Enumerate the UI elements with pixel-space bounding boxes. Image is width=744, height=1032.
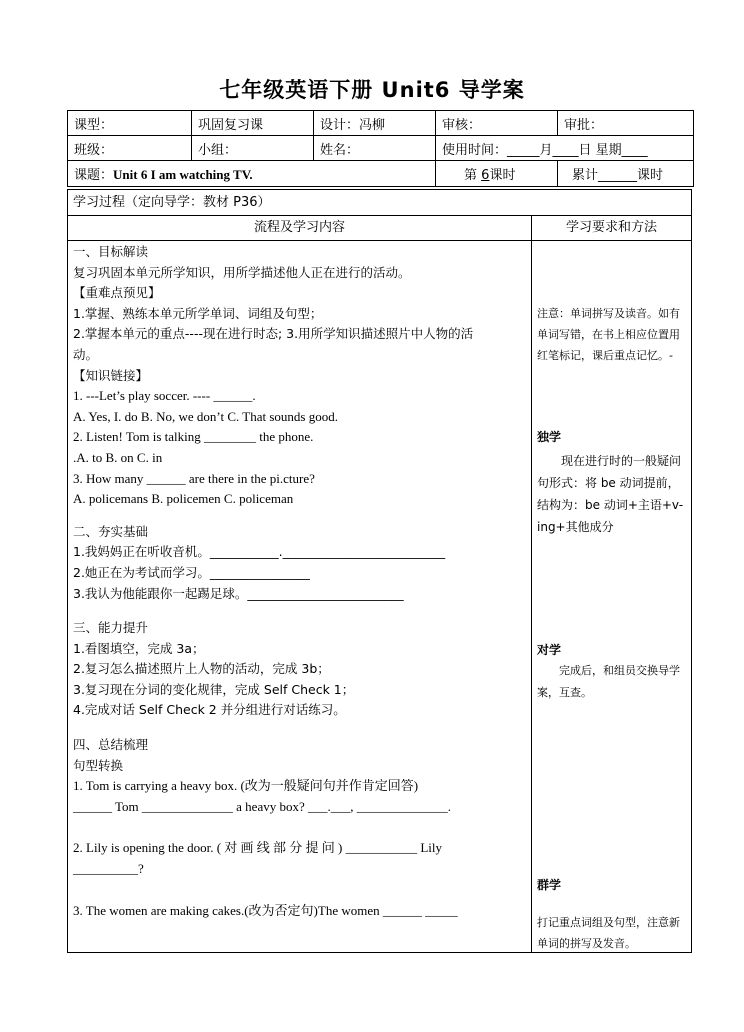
translation-item-2[interactable]: 2.她正在为考试而学习。________________	[73, 564, 310, 580]
review-field[interactable]: 审核：	[436, 111, 558, 136]
text-line: 动。	[73, 346, 99, 362]
section-heading: 三、能力提升	[73, 620, 149, 636]
lesson-pre: 第	[464, 168, 478, 183]
text-line: 复习巩固本单元所学知识，用所学描述他人正在进行的活动。	[73, 264, 411, 280]
total-lessons-cell[interactable]: 累计______课时	[558, 161, 694, 187]
translation-item-3[interactable]: 3.我认为他能跟你一起踢足球。_________________________	[73, 585, 404, 601]
section-heading: 四、总结梳理	[73, 737, 149, 753]
question-2[interactable]: 2. Listen! Tom is talking ________ the phone.	[73, 429, 314, 445]
section-heading: 一、目标解读	[73, 244, 149, 259]
translation-item-1[interactable]: 1.我妈妈正在听收音机。___________.__________________________	[73, 544, 446, 560]
content-column	[73, 242, 525, 921]
question-3-options: A. policemans B. policemen C. policeman	[73, 491, 294, 507]
transform-2-blank[interactable]: __________?	[73, 861, 144, 877]
question-1[interactable]: 1. ---Let’s play soccer. ---- ______.	[73, 388, 256, 404]
question-2-options: .A. to B. on C. in	[73, 449, 163, 465]
question-1-options: A. Yes, I. do B. No, we don’t C. That sounds good.	[73, 408, 338, 424]
designer-field: 设计：冯柳	[314, 111, 436, 136]
spacer	[73, 880, 525, 901]
question-3[interactable]: 3. How many ______ are there in the pi.cture?	[73, 470, 315, 486]
spacer	[73, 721, 525, 735]
col-header-content: 流程及学习内容	[253, 220, 345, 235]
subheading: 【重难点预见】	[73, 285, 161, 301]
task-item: 2.复习怎么描述照片上人物的活动，完成 3b；	[73, 661, 330, 677]
duixue-text: 完成后，和组员交换导学案，互查。	[537, 664, 680, 699]
note-spelling: 注意：单词拼写及读音。如有单词写错，在书上相应位置用红笔标记，课后重点记忆。-	[537, 307, 680, 362]
duxue-heading: 独学	[537, 430, 562, 444]
header-table	[67, 110, 694, 187]
subheading: 【知识链接】	[73, 367, 149, 383]
usage-time-field[interactable]: 使用时间：_____月____日 星期____	[436, 136, 694, 161]
lesson-type-value: 巩固复习课	[192, 111, 314, 136]
transform-2[interactable]: 2. Lily is opening the door. ( 对 画 线 部 分 提 问 ) ___________ Lily	[73, 840, 443, 856]
class-field[interactable]: 班级：	[68, 136, 192, 161]
topic-label: 课题：	[74, 168, 114, 183]
spacer	[73, 817, 525, 838]
text-line: 1.掌握、熟练本单元所学单词、词组及句型；	[73, 305, 323, 321]
spacer	[73, 604, 525, 618]
lesson-number: 6	[481, 168, 490, 183]
col-header-method: 学习要求和方法	[565, 220, 657, 235]
column-headers	[68, 216, 691, 241]
duixue-heading: 对学	[537, 643, 562, 657]
topic-text: Unit 6 I am watching TV.	[113, 167, 253, 182]
duxue-text: 现在进行时的一般疑问句形式：将 be 动词提前，结构为：be 动词+主语+v-ing+其他成分	[537, 454, 684, 534]
column-divider	[531, 216, 532, 953]
section-heading: 二、夯实基础	[73, 523, 149, 539]
page-title: 七年级英语下册 Unit6 导学案	[219, 78, 525, 102]
process-heading: 学习过程（定向导学：教材 P36）	[68, 190, 691, 216]
task-item: 3.复习现在分词的变化规律，完成 Self Check 1；	[73, 681, 355, 697]
transform-1-blank[interactable]: ______ Tom ______________ a heavy box? ___.___, ______________.	[73, 798, 451, 814]
qunxue-heading: 群学	[537, 878, 562, 892]
topic-cell	[68, 161, 436, 187]
transform-1: 1. Tom is carrying a heavy box. (改为一般疑问句并作肯定回答)	[73, 778, 419, 794]
spacer	[73, 510, 525, 522]
learning-process-table	[67, 189, 692, 953]
subheading: 句型转换	[73, 757, 124, 773]
group-field[interactable]: 小组：	[192, 136, 314, 161]
lesson-type-label: 课型：	[68, 111, 192, 136]
qunxue-text: 打记重点词组及句型，注意新单词的拼写及发音。	[537, 916, 680, 950]
name-field[interactable]: 姓名：	[314, 136, 436, 161]
lesson-number-cell	[436, 161, 558, 187]
transform-3[interactable]: 3. The women are making cakes.(改为否定句)The women ______ _____	[73, 902, 458, 918]
task-item: 1.看图填空，完成 3a；	[73, 640, 205, 656]
text-line: 2.掌握本单元的重点----现在进行时态; 3.用所学知识描述照片中人物的活	[73, 326, 474, 342]
task-item: 4.完成对话 Self Check 2 并分组进行对话练习。	[73, 702, 346, 718]
approve-field[interactable]: 审批：	[558, 111, 694, 136]
lesson-post: 课时	[489, 168, 516, 183]
